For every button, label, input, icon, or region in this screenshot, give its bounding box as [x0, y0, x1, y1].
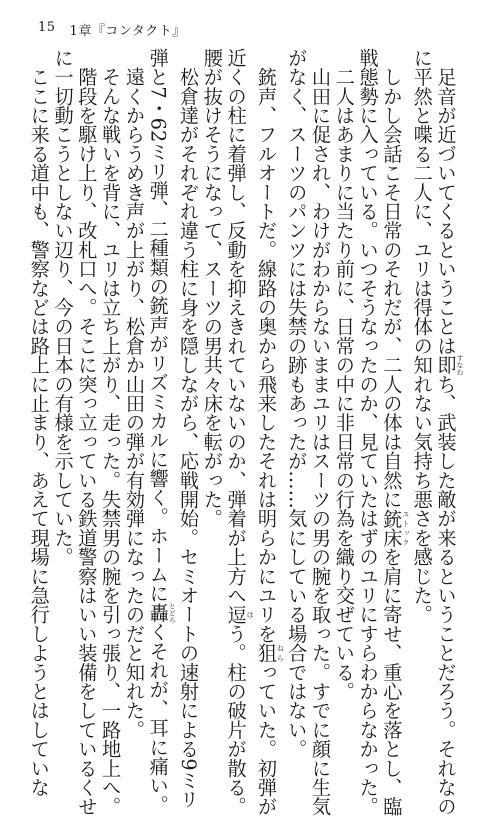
text-run: 遠くからうめき声が上がり、松倉か山田の弾が有効弾になったのだと知れた。 [122, 48, 146, 740]
text-run: 足音が近づいてくるということは [434, 48, 458, 356]
paragraph-line [332, 48, 356, 701]
text-run: 銃声、フルオートだ。線路の奥から飛来したそれは明らかにユリを [254, 48, 278, 644]
paragraph-line [308, 48, 333, 816]
ruby-reading: は [246, 604, 255, 624]
ruby-reading: ねら [276, 643, 285, 663]
text-run: っていた。初弾が [254, 662, 278, 816]
ruby-annotation [224, 604, 255, 625]
page-header [38, 20, 186, 39]
paragraph-line [146, 48, 177, 815]
ruby-reading: とどろ [168, 602, 177, 624]
text-run: う。柱の破片が散る。 [224, 624, 248, 816]
text-run: に平然と喋る二人に、ユリは得体の知れない気持ち悪さを感じた。 [410, 48, 434, 624]
paragraph-line [200, 48, 224, 678]
text-run: 松倉達がそれぞれ違う柱に身を隠しながら、応戦開始。セミオートの速射による9ミリ [177, 48, 201, 810]
ruby-base: 轟 [146, 602, 170, 624]
ruby-reading: ストック [401, 508, 410, 548]
paragraph-line [410, 48, 434, 678]
text-run: ここに来る道中も、警察などは路上に止まり、あえて現場に急行しようとはしていな [27, 48, 51, 797]
ruby-annotation [380, 508, 410, 548]
text-run: 近くの柱に着弾し、反動を抑えきれていないのか、弾着が上方へ [224, 48, 248, 605]
text-run: そんな戦いを背に、ユリは立ち上がり、走った。失禁男の腕を引っ張り、一路地上へ。 [99, 48, 123, 816]
ruby-annotation [254, 643, 285, 663]
body-text [27, 48, 464, 816]
text-run: くそれが、耳に痛い。 [146, 622, 170, 815]
ruby-reading: すなわ [456, 354, 464, 376]
paragraph-line [51, 48, 75, 678]
paragraph-line [98, 48, 123, 816]
ruby-annotation [146, 602, 177, 624]
paragraph-line [434, 48, 464, 816]
chapter-title: 1章『コンタクト』 [69, 24, 186, 39]
text-run: 山田に促され、わけがわからないままユリはスーツの男の腕を取った。すでに顔に生気 [309, 48, 333, 816]
paragraph-line [224, 48, 255, 816]
paragraph-line [380, 48, 410, 816]
paragraph-line [27, 48, 51, 797]
ruby-base: 即 [434, 354, 458, 376]
paragraph-line [284, 48, 309, 759]
text-run: 腰が抜けそうになって、スーツの男共々床を転がった。 [200, 48, 224, 528]
text-run: に一切動こうとしない辺り、今の日本の有様を示していた。 [51, 48, 75, 567]
paragraph-line [176, 48, 201, 810]
text-run: を肩に寄せ、重心を落とし、臨 [380, 547, 404, 816]
page-number: 15 [38, 20, 56, 35]
text-run: がなく、スーツのパンツには失禁の跡もあったが……気にしている場合ではない。 [285, 48, 309, 759]
text-run: ち、武装した敵が来るということだろう。それなの [434, 374, 458, 816]
paragraph-line [75, 48, 99, 816]
text-run: 弾と7・62ミリ弾、二種類の銃声がリズミカルに響く。ホームに [146, 48, 170, 604]
ruby-annotation [434, 354, 464, 376]
ruby-base: 銃床 [380, 508, 404, 548]
ruby-base: 狙 [254, 643, 278, 663]
text-run: 戦態勢に入っている。いつそうなったのか、見ていたはずのユリにすらわからなかった。 [356, 48, 380, 816]
text-run: しかし会話こそ日常のそれだが、二人の体は自然に [380, 48, 404, 509]
paragraph-line [122, 48, 146, 740]
paragraph-line [254, 48, 285, 816]
ruby-base: 逗 [224, 604, 248, 625]
text-run: 階段を駆け上り、改札口へ。そこに突っ立っている鉄道警察はいい装備をしているくせ [75, 48, 99, 816]
text-run: 二人はあまりに当たり前に、日常の中に非日常の行為を織り交ぜている。 [332, 48, 356, 701]
paragraph-line [356, 48, 380, 816]
